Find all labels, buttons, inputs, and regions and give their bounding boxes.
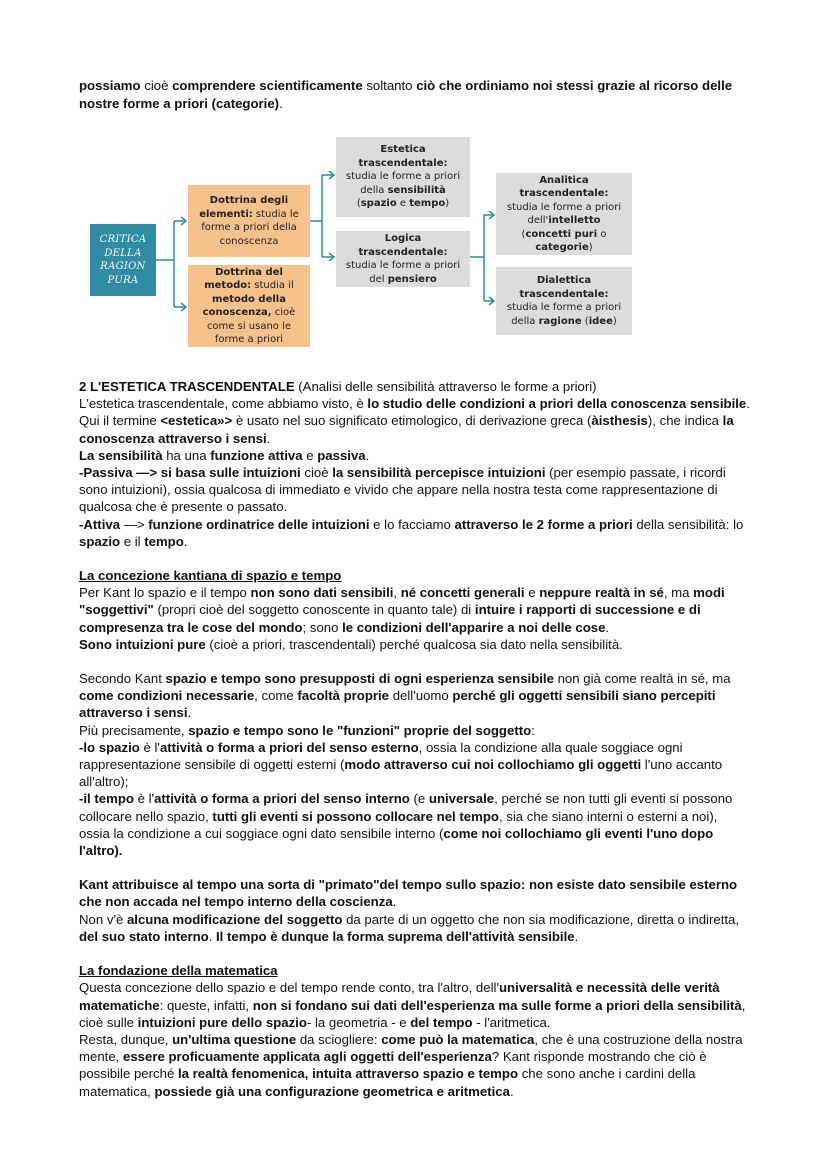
text: . [574, 928, 579, 944]
section-heading [79, 567, 751, 584]
text: è l' [133, 791, 155, 807]
text: ? Kant risponde mostrando che ciò è possibile perché [79, 1049, 707, 1082]
paragraph [79, 395, 751, 447]
box-text: sensibilità [387, 184, 446, 196]
box-text: intelletto [548, 215, 601, 226]
connector-logica [470, 215, 494, 301]
text: . [509, 1083, 514, 1099]
text: neppure realtà in sé [539, 585, 664, 601]
critica-diagram [90, 137, 650, 349]
box-text: ( [521, 228, 526, 240]
text: e il [120, 533, 145, 549]
text: è l' [139, 739, 160, 755]
box-text: ( [356, 198, 361, 210]
text: da sciogliere: [296, 1031, 382, 1047]
intro-text: possiamo [79, 78, 141, 93]
text: come noi collochiamo gli eventi l'uno dopo l'altro). [79, 825, 714, 859]
critica-line: CRITICA [99, 234, 147, 245]
text: essere proficuamente applicata agli oggetti dell'esperienza [122, 1049, 492, 1065]
box-text: categorie [535, 242, 589, 253]
intro-text: cioè [140, 78, 173, 93]
box-text: ) [588, 242, 593, 253]
box-text: ) [612, 315, 617, 327]
text: . [183, 533, 188, 549]
text: lo studio delle condizioni a priori della conoscenza sensibile [367, 396, 747, 412]
box-text: spazio [360, 198, 397, 210]
body-text [79, 378, 751, 1100]
connector-elementi [310, 175, 334, 257]
text: la sensibilità percepisce intuizioni [332, 465, 546, 481]
text: ), che indica [647, 413, 723, 429]
intro-text: comprendere scientificamente [172, 78, 363, 93]
text: attraverso le 2 forme a priori [454, 516, 633, 532]
text: funzione ordinatrice delle intuizioni [148, 516, 370, 532]
text: modi "soggettivi" [79, 585, 725, 618]
text: (cioè a priori, trascendentali) perché qualcosa sia dato nella sensibilità. [205, 636, 623, 652]
text: (propri cioè del soggetto conoscente in quanto tale) di [153, 602, 475, 618]
text: . [392, 894, 397, 910]
text: <estetica»> [160, 413, 233, 429]
text: : [531, 722, 535, 738]
text: attività o forma a priori del senso interno [154, 791, 410, 807]
text: spazio [79, 533, 121, 549]
text: la realtà fenomenica, intuita attraverso spazio e tempo [177, 1066, 519, 1082]
text: , perché se non tutti gli eventi si possono collocare nello spazio, [79, 791, 733, 824]
text: Non v'è [79, 911, 127, 927]
box-text: e [396, 198, 410, 210]
box-title: trascendentale: [519, 188, 609, 199]
box-title: Dottrina del metodo: [204, 266, 283, 291]
text: Kant attribuisce al tempo una sorta di "primato"del tempo sullo spazio: non esiste dato sensibile esterno che non accada nel tempo interno della coscienza [79, 877, 738, 910]
text: possiede già una configurazione geometrica e aritmetica [154, 1083, 510, 1099]
text: universalità e necessità delle verità matematiche [79, 980, 720, 1013]
section-heading [79, 962, 751, 979]
text: universale [428, 791, 495, 807]
text: , ossia la condizione alla quale soggiace ogni rappresentazione sensibile di oggetti esterni ( [79, 739, 683, 773]
text: è usato nel suo significato etimologico, di derivazione greca ( [232, 413, 592, 429]
text: - la geometria - e [306, 1014, 411, 1030]
text: e [524, 585, 540, 601]
box-text: studia le forme a priori della [345, 171, 461, 196]
critica-line: PURA [107, 274, 139, 286]
paragraph [79, 670, 751, 722]
text: -Passiva —> si basa sulle intuizioni [79, 465, 301, 481]
text: La sensibilità [79, 447, 163, 463]
text: - l'aritmetica. [472, 1014, 551, 1030]
text: —> [120, 516, 149, 532]
critica-line: RAGION [100, 261, 146, 272]
box-title: trascendentale: [358, 157, 448, 169]
intro-text: delle nostre forme a priori (categorie) [79, 78, 733, 111]
text: Per Kant lo spazio e il tempo [79, 585, 251, 601]
box-title: Analitica [539, 174, 589, 186]
text: spazio e tempo sono presupposti di ogni esperienza sensibile [165, 671, 554, 687]
text: facoltà proprie [297, 688, 390, 704]
box-text: ragione [538, 315, 582, 327]
paragraph [79, 790, 751, 859]
logica-box [336, 231, 470, 287]
intro-text: . [279, 95, 283, 111]
text: le condizioni dell'apparire a noi delle cose [342, 619, 606, 635]
text: cioè [300, 465, 333, 481]
paragraph [79, 464, 751, 516]
critica-box [90, 224, 156, 296]
text: . [266, 430, 271, 446]
box-text: idee [588, 315, 613, 327]
intro-text: soltanto [362, 78, 417, 93]
text: non si fondano sui dati dell'esperienza ma sulle forme a priori della sensibilità [252, 997, 742, 1013]
text: da parte di un oggetto che non sia modificazione, diretta o indiretta, [342, 911, 740, 927]
critica-line: DELLA [104, 247, 142, 259]
paragraph [79, 636, 751, 653]
text: , sia che siano interni o esterni a noi), ossia la condizione a cui soggiace ogni dato sensibile interno ( [79, 808, 718, 841]
text: modo attraverso cui noi collochiamo gli oggetti [344, 757, 642, 773]
text: , [393, 585, 401, 601]
text: Più precisamente, [79, 722, 189, 738]
text: . [365, 447, 370, 463]
text: Secondo Kant [79, 671, 166, 687]
text: dell'uomo [389, 688, 453, 704]
text: Sono intuizioni pure [79, 636, 206, 652]
box-text: concetti puri [525, 228, 598, 240]
text: : queste, infatti, [159, 997, 253, 1013]
paragraph [79, 911, 751, 945]
text: l'uno accanto all'altro); [79, 757, 723, 790]
text: non sono dati sensibili [250, 585, 394, 601]
text: L'estetica trascendentale, come abbiamo visto, è [79, 396, 368, 412]
paragraph [79, 876, 751, 910]
estetica-box [336, 137, 470, 217]
box-text: studia le forme a priori della conoscenza [201, 208, 299, 247]
intro-paragraph [79, 77, 751, 112]
text: , come [254, 688, 298, 704]
heading-text: La concezione kantiana di spazio e tempo [79, 568, 342, 584]
paragraph [79, 516, 751, 550]
dottrina-elementi-box [188, 185, 310, 257]
section-heading [79, 378, 751, 395]
paragraph [79, 722, 751, 739]
text: Resta, dunque, [79, 1031, 173, 1047]
box-title: trascendentale: [519, 288, 609, 300]
text: e lo facciamo [369, 516, 455, 532]
text: come può la matematica [381, 1031, 535, 1047]
text: tempo [144, 533, 184, 549]
text: intuire i rapporti di successione e di compresenza tra le cose del mondo [79, 602, 701, 635]
connector-root [156, 221, 186, 307]
text: la conoscenza attraverso i sensi [79, 413, 734, 446]
box-text: studia le forme a priori dell' [506, 201, 622, 226]
box-text: cioè come si usano le forme a priori [206, 307, 296, 345]
text: ; sono [302, 619, 343, 635]
paragraph [79, 447, 751, 464]
box-text: ) [445, 198, 450, 210]
text: , ma [663, 585, 694, 601]
text: -Attiva [79, 516, 121, 532]
text: . Qui il termine [79, 396, 750, 429]
text: Questa concezione dello spazio e del tempo rende conto, tra l'altro, dell' [79, 980, 499, 996]
text: della sensibilità: lo [632, 516, 744, 532]
box-text: metodo della conoscenza, [202, 293, 286, 318]
text: , che è una costruzione della nostra mente, [79, 1031, 743, 1065]
text: ha una [162, 447, 211, 463]
paragraph [79, 584, 751, 636]
paragraph [79, 979, 751, 1031]
paragraph [79, 1031, 751, 1100]
text: -lo spazio [79, 739, 140, 755]
text: tutti gli eventi si possono collocare nel tempo [212, 808, 499, 824]
text: passiva [317, 447, 366, 463]
dottrina-metodo-box [188, 265, 310, 347]
text: . [605, 619, 610, 635]
box-text: studia il [251, 280, 294, 291]
box-text: studia le forme a priori del [345, 260, 461, 285]
analitica-box [496, 173, 632, 255]
dialettica-box [496, 267, 632, 335]
text: alcuna modificazione del soggetto [126, 911, 343, 927]
text: . [208, 928, 217, 944]
text: (e [409, 791, 429, 807]
text: Il tempo è dunque la forma suprema dell'attività sensibile [216, 928, 575, 944]
text: , cioè sulle [79, 997, 746, 1030]
text: -il tempo [79, 791, 134, 807]
box-title: Dottrina degli elementi: [199, 195, 289, 220]
text: come condizioni necessarie [79, 688, 255, 704]
heading-text: La fondazione della matematica [79, 963, 278, 979]
intro-text: ciò che ordiniamo noi stessi grazie al ricorso [416, 78, 699, 93]
text: attività o forma a priori del senso esterno [159, 739, 419, 755]
text: . [187, 705, 192, 721]
heading-text: 2 L'ESTETICA TRASCENDENTALE [79, 379, 295, 394]
box-title: Logica trascendentale: [358, 233, 448, 258]
text: spazio e tempo sono le "funzioni" proprie del soggetto [188, 722, 532, 738]
text: che sono anche i cardini della matematica, [79, 1066, 696, 1099]
box-title: Estetica [380, 144, 426, 156]
text: non già come realtà in sé, ma [553, 671, 731, 687]
text: perché gli oggetti sensibili siano percepiti attraverso i sensi [79, 688, 716, 721]
text: del suo stato interno [79, 928, 209, 944]
box-text: studia le forme a priori della [506, 302, 622, 327]
text: (per esempio passate, i ricordi sono intuizioni), ossia qualcosa di immediato e vivido che appare nella nostra testa come rappresentazione di qualcosa che è presente o passato. [79, 465, 726, 515]
text: intuizioni pure dello spazio [137, 1014, 307, 1030]
text: né concetti generali [400, 585, 525, 601]
box-text: o [597, 228, 607, 240]
box-text: ( [581, 315, 589, 327]
box-text: tempo [409, 198, 446, 210]
paragraph [79, 739, 751, 791]
text: e [302, 447, 318, 463]
box-title: Dialettica [536, 275, 592, 286]
text: del tempo [410, 1014, 473, 1030]
text: un'ultima questione [172, 1031, 297, 1047]
text: àisthesis [591, 413, 648, 429]
heading-text: (Analisi delle sensibilità attraverso le forme a priori) [294, 379, 597, 394]
text: funzione attiva [210, 447, 303, 463]
box-text: pensiero [387, 273, 437, 285]
